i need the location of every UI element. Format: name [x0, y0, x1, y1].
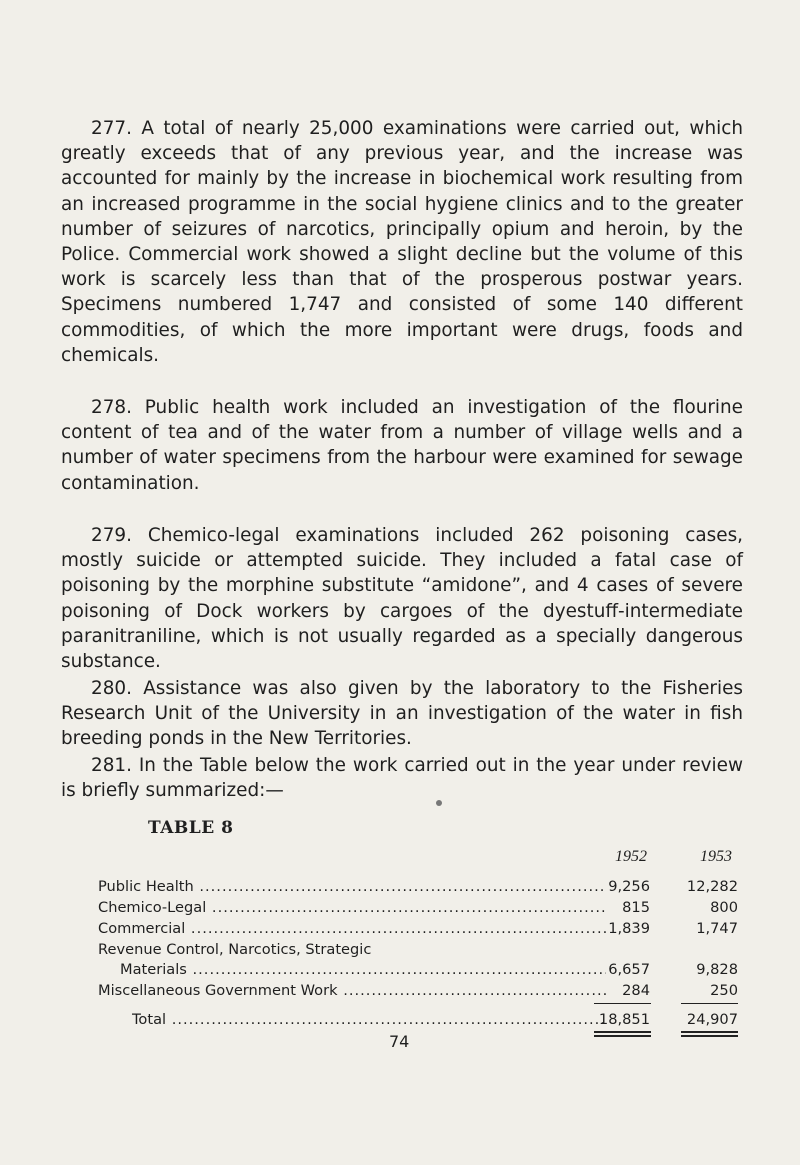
table-row	[98, 899, 738, 919]
total-row	[132, 1011, 738, 1031]
value-1952: 284	[622, 982, 650, 999]
row-label: Miscellaneous Government Work .....	[98, 982, 606, 999]
value-1953: 9,828	[696, 961, 738, 978]
table-row	[120, 961, 738, 981]
table-row	[98, 878, 738, 898]
total-rule-1952-double	[594, 1035, 651, 1037]
paragraph-278: 278. Public health work included an investigation of the flourine content of tea and of the water from a number of village wells and a number of water specimens from the harbour were examined for sewage contamination.	[61, 397, 743, 494]
subtotal-rule-1952	[594, 1003, 651, 1004]
total-1952: 18,851	[598, 1011, 650, 1028]
total-rule-1953-double	[681, 1035, 738, 1037]
row-label: Materials .....	[120, 961, 606, 978]
subtotal-rule-1953	[681, 1003, 738, 1004]
page-number: 74	[389, 1032, 410, 1051]
total-label: Total .....	[132, 1011, 606, 1028]
row-label: Public Health .....	[98, 878, 606, 895]
table-title: TABLE 8	[148, 818, 234, 838]
value-1953: 800	[710, 899, 738, 916]
paragraph-277: 277. A total of nearly 25,000 examinations were carried out, which greatly exceeds that of any previous year, and the increase was accounted for mainly by the increase in biochemical work resulting from an increased programme in the social hygiene clinics and to the greater number of seizures of narcotics, principally opium and heroin, by the Police. Commercial work showed a slight decline but the volume of this work is scarcely less than that of the prosperous postwar years. Specimens numbered 1,747 and consisted of some 140 different commodities, of which the more important were drugs, foods and chemicals.	[61, 118, 743, 366]
value-1953: 1,747	[696, 920, 738, 937]
row-label: Commercial .....	[98, 920, 606, 937]
total-rule-1953	[681, 1031, 738, 1033]
row-label-line1: Revenue Control, Narcotics, Strategic	[98, 941, 372, 958]
value-1953: 12,282	[686, 878, 738, 895]
total-rule-1952	[594, 1031, 651, 1033]
table-row	[98, 982, 738, 1002]
value-1952: 6,657	[608, 961, 650, 978]
value-1952: 815	[622, 899, 650, 916]
row-label: Chemico-Legal .....	[98, 899, 606, 916]
total-1953: 24,907	[686, 1011, 738, 1028]
ink-speck	[436, 800, 442, 806]
value-1952: 1,839	[608, 920, 650, 937]
paragraph-280: 280. Assistance was also given by the laboratory to the Fisheries Research Unit of the University in an investigation of the water in fish breeding ponds in the New Territories.	[61, 678, 743, 750]
value-1953: 250	[710, 982, 738, 999]
table-row	[98, 920, 738, 940]
column-header-1952: 1952	[615, 848, 647, 865]
paragraph-279: 279. Chemico-legal examinations included 262 poisoning cases, mostly suicide or attempted suicide. They included a fatal case of poisoning by the morphine substitute “amidone”, and 4 cases of severe poisoning of Dock workers by cargoes of the dyestuff-intermediate paranitraniline, which is not usually regarded as a specially dangerous substance.	[61, 525, 743, 673]
value-1952: 9,256	[608, 878, 650, 895]
column-header-1953: 1953	[700, 848, 732, 865]
paragraph-281: 281. In the Table below the work carried out in the year under review is briefly summarized:—	[61, 755, 743, 802]
